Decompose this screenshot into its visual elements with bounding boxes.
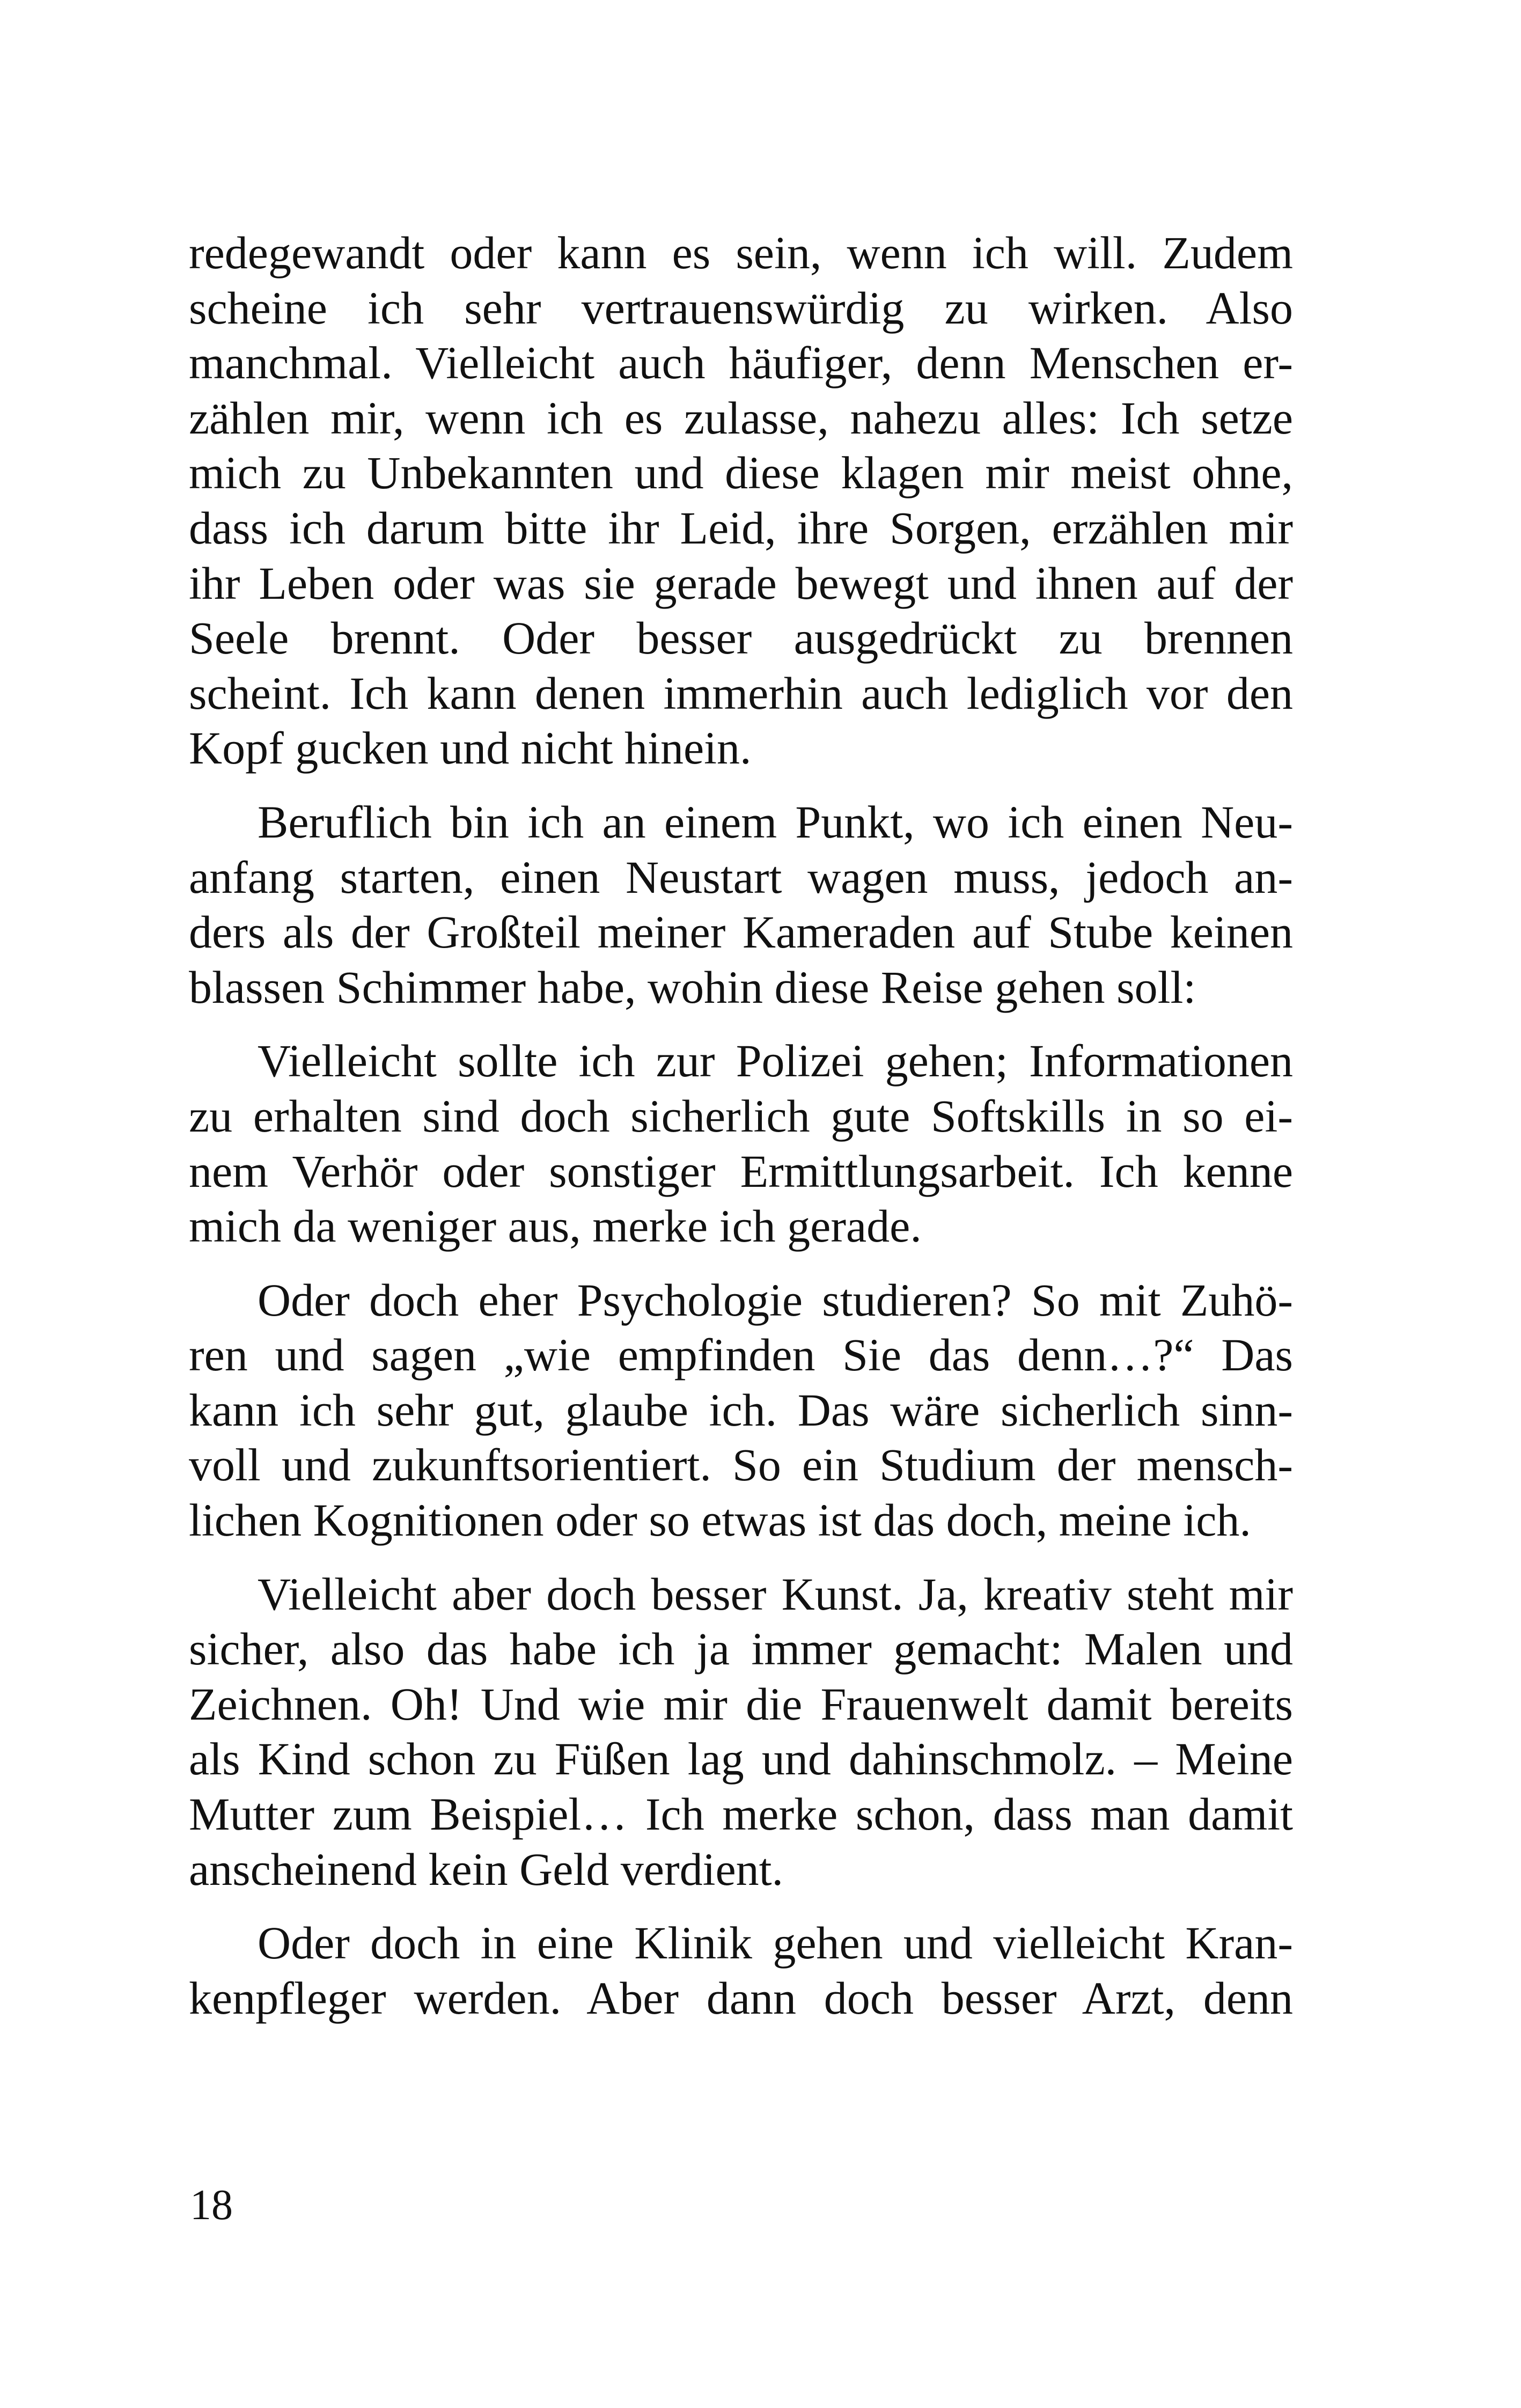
paragraph-2 [189, 795, 1293, 1015]
text-line: blassen Schimmer habe, wohin diese Reise gehen soll: [189, 961, 1196, 1013]
text-line: Zeichnen. Oh! Und wie mir die Frauenwelt damit bereits [189, 1678, 1293, 1730]
text-line: mich da weniger aus, merke ich gerade. [189, 1200, 922, 1252]
text-line: mich zu Unbekannten und diese klagen mir meist ohne, [189, 447, 1293, 499]
paragraph-3 [189, 1033, 1293, 1253]
text-line: nem Verhör oder sonstiger Ermittlungsarbeit. Ich kenne [189, 1145, 1293, 1197]
page-number: 18 [190, 2182, 233, 2229]
text-line: Beruflich bin ich an einem Punkt, wo ich einen Neu- [258, 796, 1293, 848]
text-line: anfang starten, einen Neustart wagen muss, jedoch an- [189, 851, 1293, 903]
text-line: anscheinend kein Geld verdient. [189, 1843, 784, 1895]
text-line: sicher, also das habe ich ja immer gemacht: Malen und [189, 1623, 1293, 1675]
paragraph-1 [189, 225, 1293, 776]
text-line: Kopf gucken und nicht hinein. [189, 722, 752, 774]
text-line: manchmal. Vielleicht auch häufiger, denn Menschen er- [189, 337, 1293, 389]
text-line: Vielleicht aber doch besser Kunst. Ja, kreativ steht mir [258, 1568, 1293, 1620]
text-line: Vielleicht sollte ich zur Polizei gehen; Informationen [258, 1035, 1293, 1087]
text-line: scheint. Ich kann denen immerhin auch lediglich vor den [189, 667, 1293, 719]
body-text [189, 225, 1293, 2025]
text-line: ders als der Großteil meiner Kameraden auf Stube keinen [189, 906, 1293, 958]
text-line: Oder doch eher Psychologie studieren? So mit Zuhö- [258, 1274, 1293, 1326]
paragraph-4 [189, 1273, 1293, 1548]
text-line: als Kind schon zu Füßen lag und dahinschmolz. – Meine [189, 1733, 1293, 1785]
text-line: zu erhalten sind doch sicherlich gute Softskills in so ei- [189, 1090, 1293, 1142]
text-line: Seele brennt. Oder besser ausgedrückt zu brennen [189, 612, 1293, 664]
text-line: redegewandt oder kann es sein, wenn ich will. Zudem [189, 227, 1293, 278]
text-line: ihr Leben oder was sie gerade bewegt und ihnen auf der [189, 557, 1293, 609]
paragraph-5 [189, 1567, 1293, 1897]
text-line: zählen mir, wenn ich es zulasse, nahezu alles: Ich setze [189, 392, 1293, 444]
text-line: Mutter zum Beispiel… Ich merke schon, dass man damit [189, 1788, 1293, 1840]
text-line: lichen Kognitionen oder so etwas ist das doch, meine ich. [189, 1494, 1251, 1546]
text-line: voll und zukunftsorientiert. So ein Studium der mensch- [189, 1439, 1293, 1491]
text-line: Oder doch in eine Klinik gehen und vielleicht Kran- [258, 1917, 1293, 1969]
text-line: ren und sagen „wie empfinden Sie das denn…?“ Das [189, 1329, 1293, 1381]
paragraph-6 [189, 1915, 1293, 2025]
text-line: scheine ich sehr vertrauenswürdig zu wirken. Also [189, 282, 1293, 334]
text-line: kann ich sehr gut, glaube ich. Das wäre sicherlich sinn- [189, 1384, 1293, 1436]
text-line: dass ich darum bitte ihr Leid, ihre Sorgen, erzählen mir [189, 502, 1293, 554]
text-line: kenpfleger werden. Aber dann doch besser Arzt, denn [189, 1972, 1293, 2024]
